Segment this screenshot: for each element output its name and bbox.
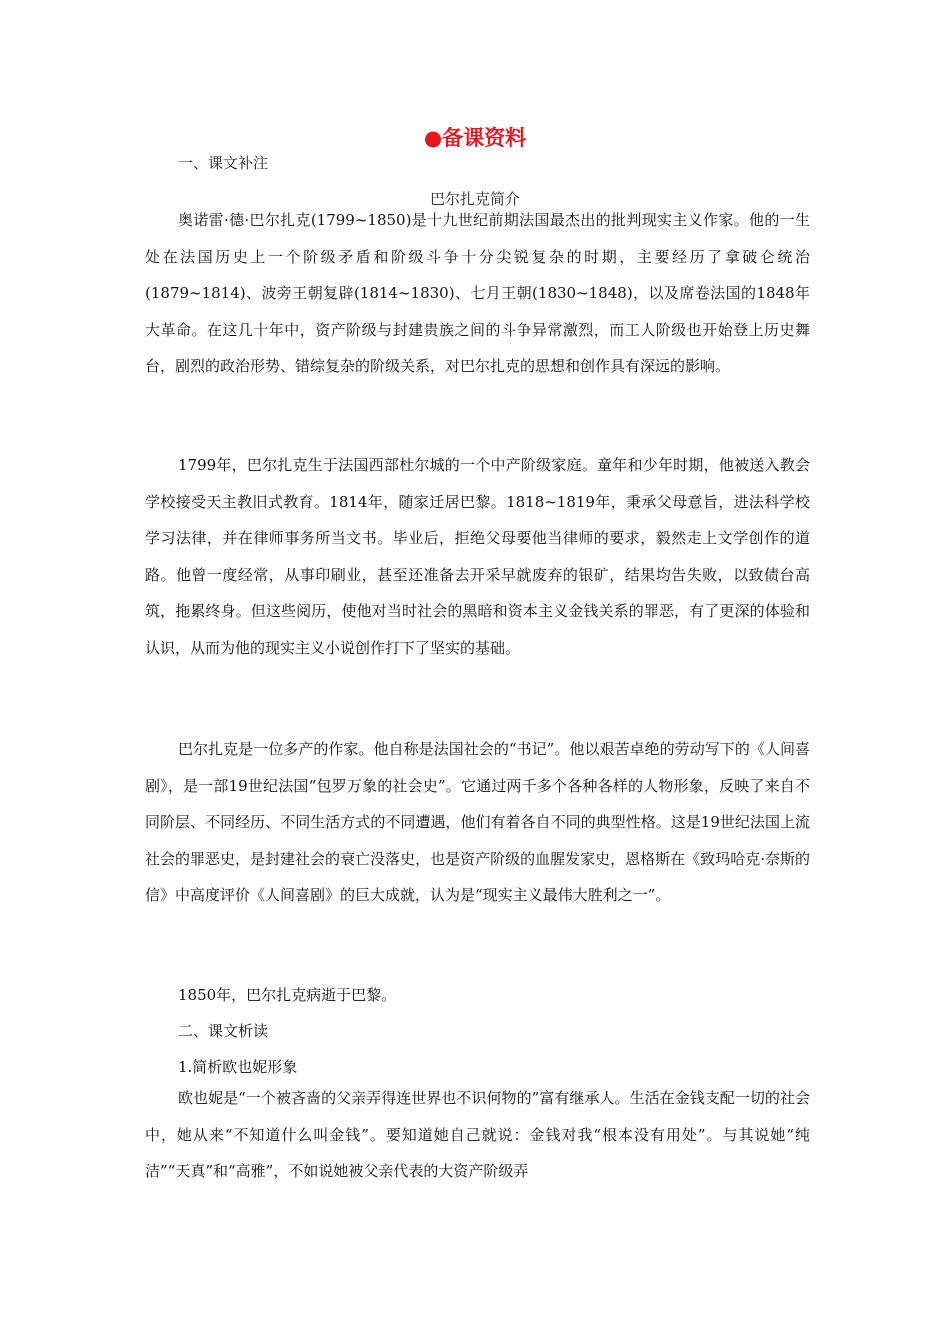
page-title: ●备课资料	[423, 126, 527, 150]
paragraph-eugenie-analysis: 欧也妮是“一个被吝啬的父亲弄得连世界也不识何物的”富有继承人。生活在金钱支配一切的社会中，她从来“不知道什么叫金钱”。要知道她自己就说：金钱对我“根本没有用处”。与其说她“纯洁”“天真”和“高雅”，不如说她被父亲代表的大资产阶级弄	[145, 1089, 810, 1181]
subsection-heading-eugenie: 1.简析欧也妮形象	[178, 1058, 298, 1076]
paragraph-death: 1850年，巴尔扎克病逝于巴黎。	[178, 986, 397, 1004]
paragraph-biography-intro: 奥诺雷·德·巴尔扎克(1799~1850)是十九世纪前期法国最杰出的批判现实主义作家。他的一生处在法国历史上一个阶级矛盾和阶级斗争十分尖锐复杂的时期，主要经历了拿破仑统治(1879~1814)、波旁王朝复辟(1814~1830)、七月王朝(1830~1848)，以及席卷法国的1848年大革命。在这几十年中，资产阶级与封建贵族之间的斗争异常激烈，而工人阶级也开始登上历史舞台，剧烈的政治形势、错综复杂的阶级关系，对巴尔扎克的思想和创作具有深远的影响。	[145, 211, 810, 376]
paragraph-early-life: 1799年，巴尔扎克生于法国西部杜尔城的一个中产阶级家庭。童年和少年时期，他被送入教会学校接受天主教旧式教育。1814年，随家迁居巴黎。1818~1819年，秉承父母意旨，进法科学校学习法律，并在律师事务所当文书。毕业后，拒绝父母要他当律师的要求，毅然走上文学创作的道路。他曾一度经常，从事印刷业，甚至还准备去开采早就废弃的银矿，结果均告失败，以致债台高筑，拖累终身。但这些阅历，使他对当时社会的黑暗和资本主义金钱关系的罪恶，有了更深的体验和认识，从而为他的现实主义小说创作打下了坚实的基础。	[145, 456, 810, 657]
paragraph-human-comedy: 巴尔扎克是一位多产的作家。他自称是法国社会的“书记”。他以艰苦卓绝的劳动写下的《人间喜剧》，是一部19世纪法国“包罗万象的社会史”。它通过两千多个各种各样的人物形象，反映了来自不同阶层、不同经历、不同生活方式的不同遭遇，他们有着各自不同的典型性格。这是19世纪法国上流社会的罪恶史，是封建社会的衰亡没落史，也是资产阶级的血腥发家史，恩格斯在《致玛哈克·奈斯的信》中高度评价《人间喜剧》的巨大成就，认为是“现实主义最伟大胜利之一”。	[145, 740, 810, 905]
article-subtitle: 巴尔扎克简介	[429, 190, 520, 208]
section-heading-annotations: 一、课文补注	[178, 154, 269, 172]
section-heading-analysis: 二、课文析读	[178, 1022, 269, 1040]
